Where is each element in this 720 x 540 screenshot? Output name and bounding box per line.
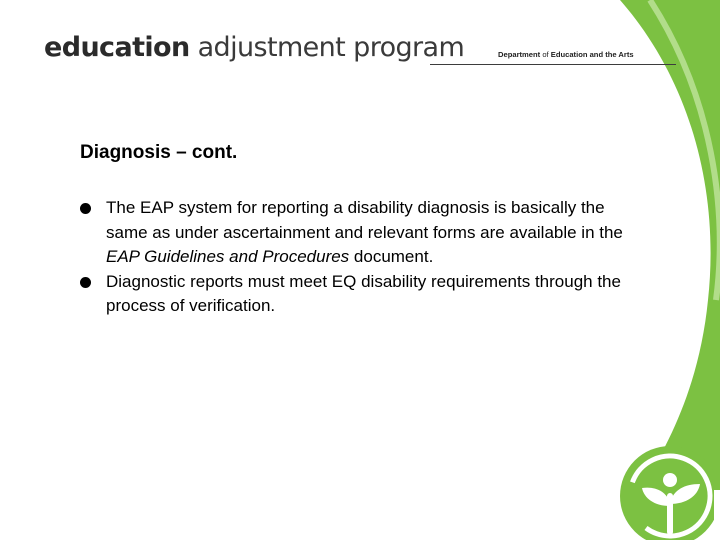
bullet-text-after: document. <box>349 247 434 266</box>
bullet-item <box>80 196 640 270</box>
dept-prefix: Department <box>498 50 541 59</box>
bullet-item <box>80 270 640 319</box>
bullet-list <box>80 196 640 319</box>
bullet-dot-icon <box>80 203 91 214</box>
program-brand-title <box>44 32 464 63</box>
slide-title: Diagnosis – cont. <box>80 142 238 163</box>
sprout-plant-icon <box>614 440 714 540</box>
dept-of: of <box>540 50 551 59</box>
brand-bold-text: education <box>44 32 190 63</box>
dept-bold: Education and the Arts <box>550 50 634 59</box>
bullet-text-before: The EAP system for reporting a disability diagnosis is basically the same as under ascertainment and relevant forms are available in the <box>106 198 623 242</box>
bullet-text-italic: EAP Guidelines and Procedures <box>106 247 350 266</box>
header-divider <box>430 64 676 65</box>
bullet-text: Diagnostic reports must meet EQ disability requirements through the process of verification. <box>106 271 621 315</box>
bullet-dot-icon <box>80 277 91 288</box>
department-label <box>498 50 634 59</box>
brand-rest-text: adjustment program <box>189 32 465 63</box>
